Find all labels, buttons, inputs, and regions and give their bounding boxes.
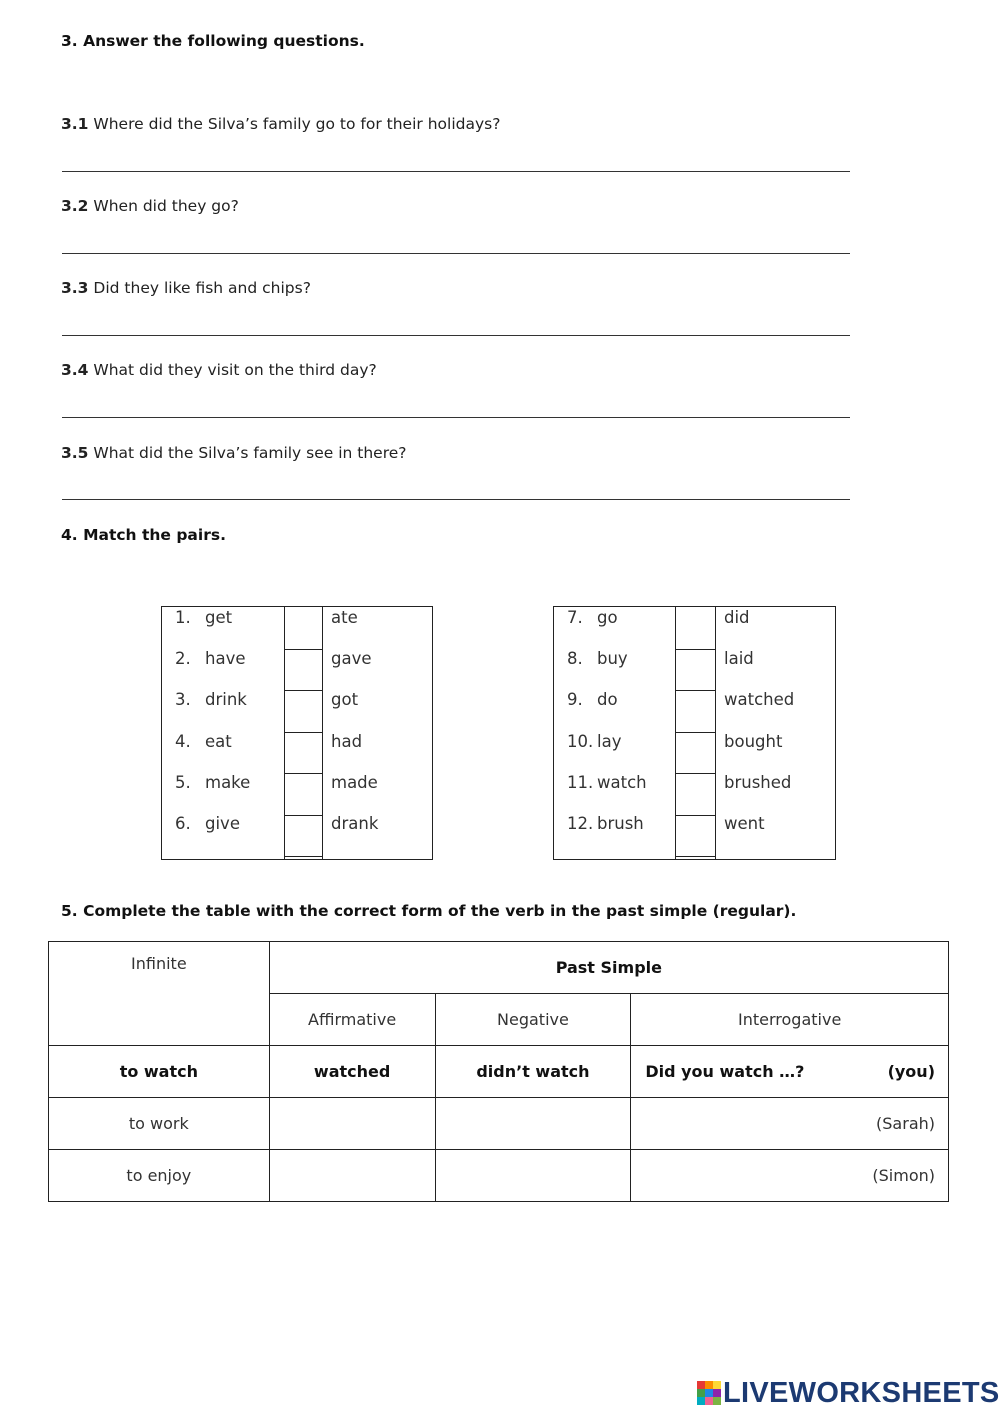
past-form: ate	[331, 608, 358, 627]
item-number: 11.	[567, 773, 594, 792]
answer-line-3-2[interactable]	[62, 253, 850, 254]
item-number: 4.	[175, 732, 191, 751]
item-number: 8.	[567, 649, 583, 668]
question-text: What did the Silva’s family see in there?	[93, 444, 407, 462]
logo-grid-icon	[697, 1381, 721, 1405]
base-verb: brush	[597, 814, 644, 833]
base-verb: eat	[205, 732, 232, 751]
item-number: 9.	[567, 690, 583, 709]
table-row	[49, 1098, 949, 1150]
question-3-1	[61, 115, 500, 133]
interrogative-cell[interactable]	[631, 1098, 949, 1150]
question-3-5	[61, 444, 407, 462]
base-verb: drink	[205, 690, 247, 709]
question-number: 3.3	[61, 279, 89, 297]
item-number: 7.	[567, 608, 583, 627]
past-form: watched	[724, 690, 795, 709]
question-3-2	[61, 197, 239, 215]
item-number: 2.	[175, 649, 191, 668]
negative-cell: didn’t watch	[435, 1046, 631, 1098]
past-form: brushed	[724, 773, 792, 792]
question-text: Where did the Silva’s family go to for their holidays?	[93, 115, 501, 133]
section-5-heading: 5. Complete the table with the correct form of the verb in the past simple (regular).	[61, 902, 797, 920]
negative-cell[interactable]	[435, 1098, 631, 1150]
answer-box-2[interactable]	[284, 649, 323, 691]
past-simple-table	[48, 941, 949, 1202]
question-text: Did they like fish and chips?	[93, 279, 311, 297]
question-3-4	[61, 361, 377, 379]
past-form: bought	[724, 732, 783, 751]
question-text: What did they visit on the third day?	[93, 361, 377, 379]
question-text: When did they go?	[93, 197, 239, 215]
item-number: 6.	[175, 814, 191, 833]
infinite-cell: to work	[49, 1098, 270, 1150]
subheader-affirmative: Affirmative	[269, 994, 435, 1046]
item-number: 5.	[175, 773, 191, 792]
logo-square	[697, 1381, 705, 1389]
question-3-3	[61, 279, 311, 297]
base-verb: buy	[597, 649, 628, 668]
interrogative-text: Did you watch …?	[645, 1062, 805, 1081]
answer-box-6[interactable]	[284, 815, 323, 857]
past-form: drank	[331, 814, 379, 833]
answer-line-3-1[interactable]	[62, 171, 850, 172]
subheader-interrogative: Interrogative	[631, 994, 949, 1046]
interrogative-cell[interactable]	[631, 1150, 949, 1202]
match-table-right	[553, 606, 836, 860]
logo-square	[705, 1381, 713, 1389]
section-4-heading: 4. Match the pairs.	[61, 526, 226, 544]
infinite-cell: to watch	[49, 1046, 270, 1098]
past-form: went	[724, 814, 765, 833]
base-verb: make	[205, 773, 251, 792]
logo-square	[713, 1381, 721, 1389]
base-verb: lay	[597, 732, 622, 751]
answer-line-3-3[interactable]	[62, 335, 850, 336]
header-infinite: Infinite	[49, 942, 270, 1046]
logo-square	[713, 1389, 721, 1397]
interrogative-cell	[631, 1046, 949, 1098]
subheader-negative: Negative	[435, 994, 631, 1046]
logo-square	[697, 1397, 705, 1405]
past-form: did	[724, 608, 750, 627]
past-form: laid	[724, 649, 754, 668]
section-3-heading: 3. Answer the following questions.	[61, 32, 365, 50]
negative-cell[interactable]	[435, 1150, 631, 1202]
base-verb: give	[205, 814, 240, 833]
question-number: 3.5	[61, 444, 89, 462]
logo-square	[705, 1397, 713, 1405]
base-verb: have	[205, 649, 246, 668]
past-form: had	[331, 732, 363, 751]
table-row	[49, 1150, 949, 1202]
logo-square	[697, 1389, 705, 1397]
table-row	[49, 1046, 949, 1098]
subject-label: (Sarah)	[876, 1114, 935, 1133]
answer-box-10[interactable]	[675, 732, 716, 774]
past-form: made	[331, 773, 378, 792]
liveworksheets-logo	[697, 1376, 1000, 1410]
logo-square	[705, 1389, 713, 1397]
affirmative-cell[interactable]	[269, 1150, 435, 1202]
affirmative-cell[interactable]	[269, 1098, 435, 1150]
base-verb: get	[205, 608, 233, 627]
subject-label: (you)	[887, 1062, 935, 1081]
item-number: 3.	[175, 690, 191, 709]
question-number: 3.1	[61, 115, 89, 133]
answer-box-12[interactable]	[675, 815, 716, 857]
item-number: 10.	[567, 732, 594, 751]
answer-box-4[interactable]	[284, 732, 323, 774]
item-number: 12.	[567, 814, 594, 833]
subject-label: (Simon)	[872, 1166, 935, 1185]
answer-line-3-5[interactable]	[62, 499, 850, 500]
question-number: 3.4	[61, 361, 89, 379]
affirmative-cell: watched	[269, 1046, 435, 1098]
question-number: 3.2	[61, 197, 89, 215]
infinite-cell: to enjoy	[49, 1150, 270, 1202]
base-verb: go	[597, 608, 618, 627]
base-verb: do	[597, 690, 618, 709]
logo-text: LIVEWORKSHEETS	[723, 1376, 1000, 1409]
base-verb: watch	[597, 773, 647, 792]
item-number: 1.	[175, 608, 191, 627]
logo-square	[713, 1397, 721, 1405]
match-table-left	[161, 606, 433, 860]
past-form: got	[331, 690, 359, 709]
answer-line-3-4[interactable]	[62, 417, 850, 418]
header-past-simple: Past Simple	[269, 942, 948, 994]
past-form: gave	[331, 649, 372, 668]
answer-box-8[interactable]	[675, 649, 716, 691]
